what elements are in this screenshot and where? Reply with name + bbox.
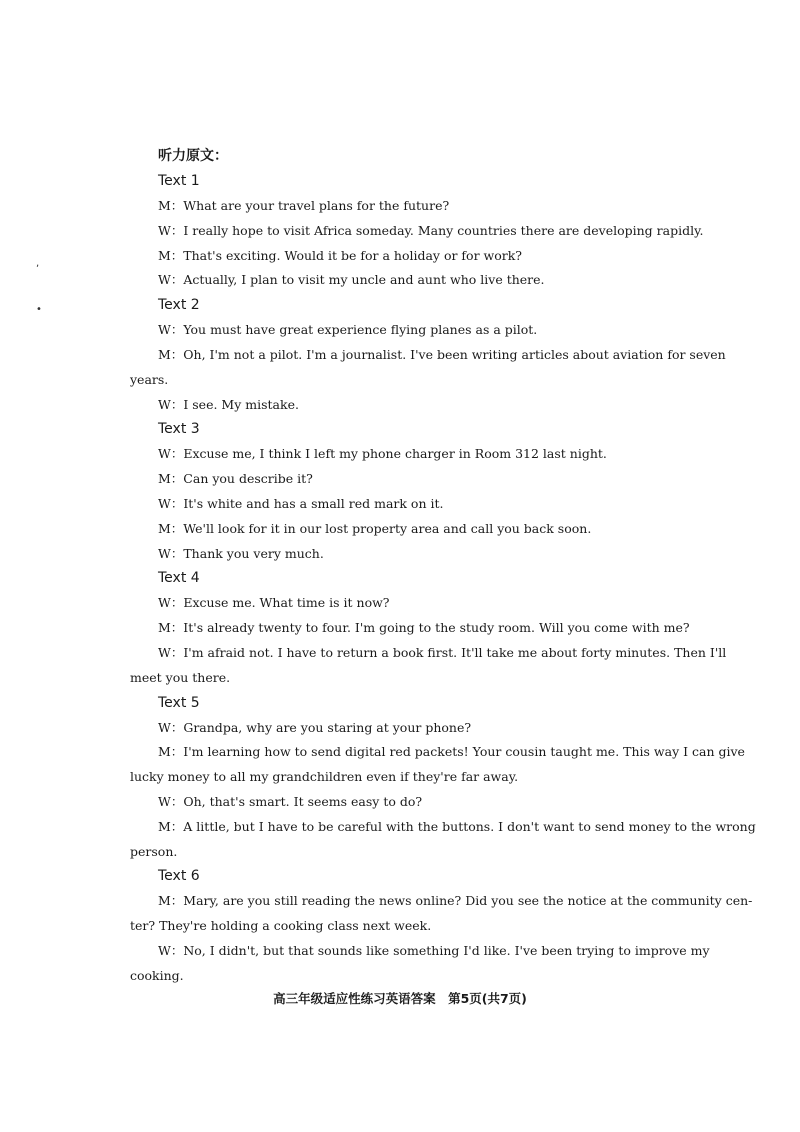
dialogue-line: M：Oh, I'm not a pilot. I'm a journalist. I've been writing articles about aviation for seven (158, 346, 726, 362)
dialogue-line-continued: ter? They're holding a cooking class next week. (130, 918, 432, 934)
dialogue-line: W：It's white and has a small red mark on it. (158, 495, 444, 511)
dialogue-line: M：It's already twenty to four. I'm going to the study room. Will you come with me? (158, 620, 690, 636)
text-4-title: Text 4 (158, 570, 200, 587)
dialogue-line: M：That's exciting. Would it be for a holiday or for work? (158, 247, 523, 263)
dialogue-line: W：You must have great experience flying planes as a pilot. (158, 322, 538, 338)
scan-mark: , (36, 258, 40, 269)
text-3-title: Text 3 (158, 421, 200, 438)
dialogue-line: W：Actually, I plan to visit my uncle and aunt who live there. (158, 272, 545, 288)
scan-dot: • (36, 304, 42, 315)
dialogue-line: W：Excuse me. What time is it now? (158, 595, 390, 611)
dialogue-line: M：A little, but I have to be careful with the buttons. I don't want to send money to the wrong (158, 818, 756, 834)
dialogue-line: M：I'm learning how to send digital red packets! Your cousin taught me. This way I can give (158, 744, 745, 760)
dialogue-line: M：Can you describe it? (158, 471, 313, 487)
text-5-title: Text 5 (158, 694, 200, 711)
text-1-title: Text 1 (158, 173, 200, 189)
dialogue-line-continued: lucky money to all my grandchildren even if they're far away. (130, 769, 519, 785)
page-footer: 高三年级适应性练习英语答案 第5页(共7页) (273, 991, 527, 1006)
dialogue-line-continued: cooking. (130, 967, 184, 983)
dialogue-line: W：Grandpa, why are you staring at your phone? (158, 719, 472, 735)
dialogue-line: W：Oh, that's smart. It seems easy to do? (158, 793, 423, 809)
dialogue-line: W：I'm afraid not. I have to return a book first. It'll take me about forty minutes. Then I'll (158, 644, 727, 660)
dialogue-line-continued: meet you there. (130, 669, 231, 685)
dialogue-line: M：Mary, are you still reading the news online? Did you see the notice at the community cen- (158, 893, 753, 909)
dialogue-line-continued: person. (130, 843, 178, 859)
transcript-heading: 听力原文： (158, 148, 228, 164)
dialogue-line: M：We'll look for it in our lost property area and call you back soon. (158, 520, 592, 536)
dialogue-line: W：No, I didn't, but that sounds like something I'd like. I've been trying to improve my (158, 942, 710, 958)
dialogue-line: W：Thank you very much. (158, 545, 324, 561)
dialogue-line: W：I really hope to visit Africa someday. Many countries there are developing rapidly. (158, 222, 704, 238)
dialogue-line: M：What are your travel plans for the future? (158, 198, 450, 213)
dialogue-line: W：Excuse me, I think I left my phone charger in Room 312 last night. (158, 446, 607, 462)
text-2-title: Text 2 (158, 297, 200, 314)
listening-transcript (130, 144, 756, 989)
dialogue-line-continued: years. (130, 371, 169, 387)
text-6-title: Text 6 (158, 868, 200, 885)
dialogue-line: W：I see. My mistake. (158, 396, 299, 412)
